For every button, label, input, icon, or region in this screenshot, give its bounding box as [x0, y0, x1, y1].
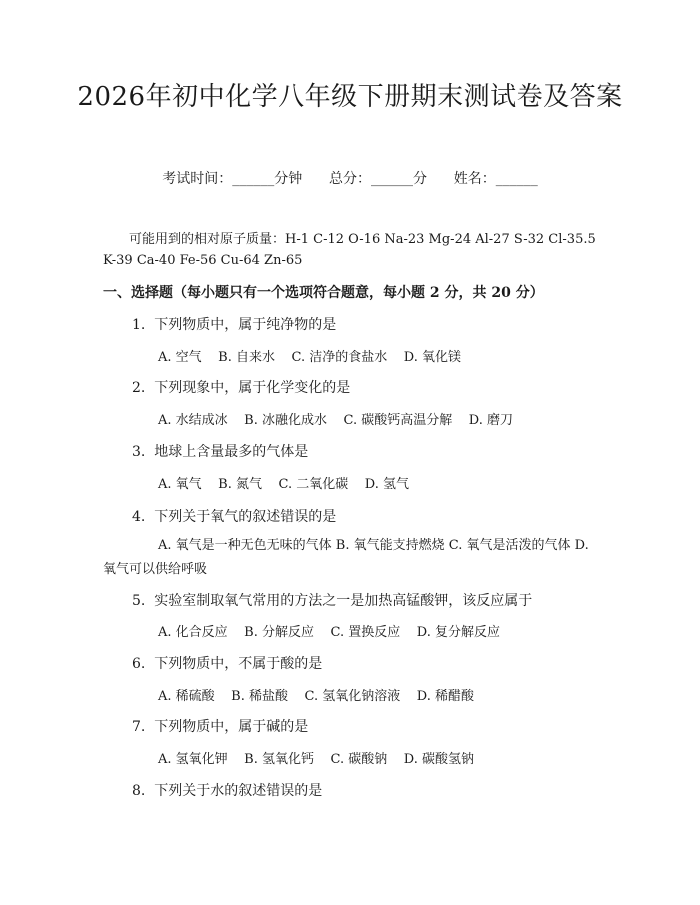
- question-stem: 8. 下列关于水的叙述错误的是: [132, 783, 323, 799]
- question-stem: 1. 下列物质中，属于纯净物的是: [132, 317, 337, 333]
- question-stem: 2. 下列现象中，属于化学变化的是: [132, 380, 351, 396]
- section-heading: 一、选择题（每小题只有一个选项符合题意，每小题 2 分，共 20 分）: [103, 285, 544, 301]
- question-options: A. 氢氧化钾 B. 氢氧化钙 C. 碳酸钠 D. 碳酸氢钠: [158, 752, 475, 767]
- question-options: A. 稀硫酸 B. 稀盐酸 C. 氢氧化钠溶液 D. 稀醋酸: [158, 689, 475, 704]
- question-options: A. 氧气 B. 氮气 C. 二氧化碳 D. 氢气: [158, 477, 410, 492]
- question-stem: 4. 下列关于氧气的叙述错误的是: [132, 509, 337, 525]
- page-title: 2026年初中化学八年级下册期末测试卷及答案: [77, 82, 623, 112]
- question-stem: 5. 实验室制取氧气常用的方法之一是加热高锰酸钾，该反应属于: [132, 593, 533, 609]
- exam-info-line: 考试时间：______分钟 总分：______分 姓名：______: [162, 171, 538, 187]
- question-stem: 6. 下列物质中，不属于酸的是: [132, 656, 323, 672]
- question-stem: 7. 下列物质中，属于碱的是: [132, 719, 309, 735]
- question-stem: 3. 地球上含量最多的气体是: [132, 444, 309, 460]
- question-options: A. 化合反应 B. 分解反应 C. 置换反应 D. 复分解反应: [158, 625, 501, 640]
- question-options: A. 水结成冰 B. 冰融化成水 C. 碳酸钙高温分解 D. 磨刀: [158, 413, 514, 428]
- question-options: A. 氧气是一种无色无味的气体 B. 氧气能支持燃烧 C. 氧气是活泼的气体 D. 氧气可以供给呼吸: [103, 538, 589, 577]
- question-options: A. 空气 B. 自来水 C. 洁净的食盐水 D. 氧化镁: [158, 350, 462, 365]
- atomic-mass-note: 可能用到的相对原子质量：H-1 C-12 O-16 Na-23 Mg-24 Al-27 S-32 Cl-35.5 K-39 Ca-40 Fe-56 Cu-64 Zn-65: [103, 232, 596, 268]
